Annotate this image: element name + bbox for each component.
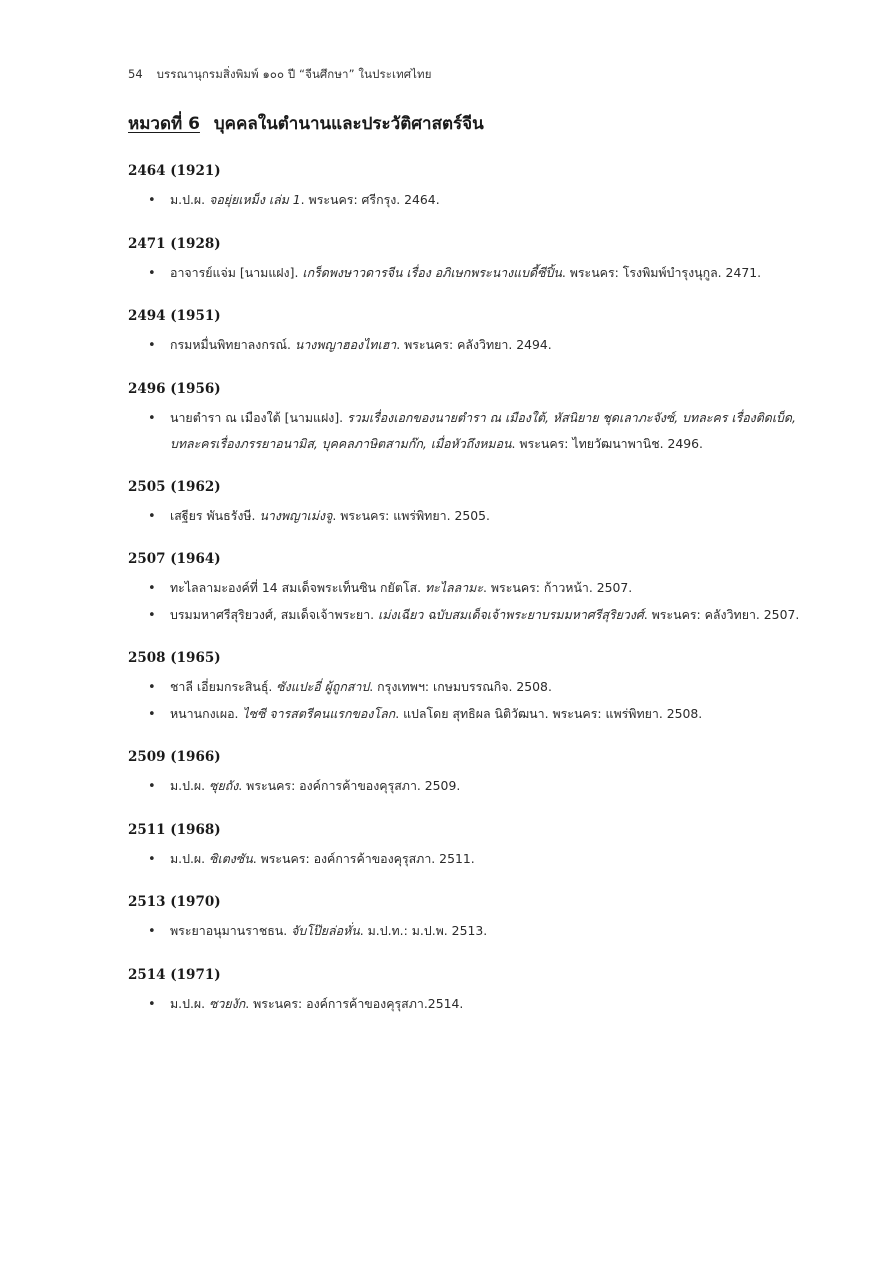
bullet-icon: •: [148, 706, 156, 722]
chapter-number: หมวดที่ 6: [128, 114, 200, 134]
entry-publication: . พระนคร: ก้าวหน้า. 2507.: [483, 580, 633, 595]
year-section: [128, 892, 812, 945]
bibliography-entry: [128, 405, 812, 457]
bullet-icon: •: [148, 410, 156, 426]
bibliography-entry: [128, 674, 812, 701]
entry-author: ม.ป.ผ.: [170, 850, 210, 866]
year-section: [128, 477, 812, 530]
year-heading: 2514 (1971): [128, 966, 221, 983]
year-heading: 2507 (1964): [128, 551, 221, 567]
entry-author: กรมหมื่นพิทยาลงกรณ์.: [170, 337, 295, 352]
year-section: [128, 234, 812, 287]
bullet-icon: •: [148, 193, 156, 208]
bibliography-entry: [128, 503, 812, 530]
year-section: [128, 648, 812, 727]
bibliography-entry: [128, 602, 812, 629]
entry-publication: . พระนคร: คลังวิทยา. 2494.: [396, 337, 552, 352]
entry-publication: . ม.ป.ท.: ม.ป.พ. 2513.: [359, 923, 488, 938]
running-head: [128, 66, 812, 84]
bibliography-entry: [128, 575, 812, 602]
entry-publication: . พระนคร: ศรีกรุง. 2464.: [300, 192, 440, 207]
bullet-icon: •: [148, 924, 156, 939]
bullet-icon: •: [148, 680, 156, 695]
entry-author: นายตำรา ณ เมืองใต้ [นามแฝง].: [170, 409, 348, 425]
bibliography-entry: [128, 846, 812, 873]
entry-author: ม.ป.ผ.: [170, 192, 210, 207]
page-number: 54: [128, 67, 143, 81]
chapter-title: บุคคลในตำนานและประวัติศาสตร์จีน: [213, 114, 484, 134]
entry-title: ซวยงัก: [209, 995, 246, 1011]
year-section: [128, 965, 812, 1018]
bullet-icon: •: [148, 581, 156, 596]
year-section: [128, 306, 812, 359]
bibliography-entry: [128, 260, 812, 287]
year-heading: 2494 (1951): [128, 308, 221, 324]
entry-title: เม่งเฉียว ฉบับสมเด็จเจ้าพระยาบรมมหาศรีสุริยวงศ์: [378, 606, 644, 622]
bullet-icon: •: [148, 851, 156, 867]
entry-publication: . พระนคร: แพร่พิทยา. 2505.: [332, 507, 490, 523]
entry-title: เกร็ดพงษาวดารจีน เรื่อง อภิเษกพระนางแบดี้ซีปิ้น: [302, 264, 562, 280]
bibliography-entry: [128, 187, 812, 214]
entry-title: ทะไลลามะ: [424, 580, 483, 595]
entry-title: จับโป๊ยล่อหั่น: [291, 923, 360, 938]
year-section: [128, 549, 812, 628]
bullet-icon: •: [148, 779, 156, 794]
entry-author: หนานกงเผอ.: [170, 705, 243, 721]
year-heading: 2464 (1921): [128, 163, 221, 179]
year-heading: 2513 (1970): [128, 894, 221, 910]
bibliography-entry: [128, 918, 812, 945]
year-heading: 2511 (1968): [128, 821, 221, 838]
entry-publication: . พระนคร: คลังวิทยา. 2507.: [643, 606, 800, 622]
bullet-icon: •: [148, 265, 156, 281]
entry-publication: . พระนคร: องค์การค้าของคุรุสภา. 2511.: [252, 850, 475, 866]
year-heading: 2496 (1956): [128, 380, 221, 397]
chapter-heading: [128, 110, 812, 137]
entry-title: นางพญาเม่งจู: [259, 507, 333, 523]
entry-publication: . พระนคร: องค์การค้าของคุรุสภา.2514.: [245, 995, 464, 1011]
bibliography-entry: [128, 773, 812, 800]
year-heading: 2508 (1965): [128, 650, 221, 666]
bibliography-entry: [128, 701, 812, 728]
entry-title: ซุยถัง: [209, 778, 239, 793]
entry-publication: . กรุงเทพฯ: เกษมบรรณกิจ. 2508.: [369, 679, 552, 694]
entry-author: ทะไลลามะองค์ที่ 14 สมเด็จพระเท็นซิน กยัตโส.: [170, 580, 425, 595]
year-heading: 2509 (1966): [128, 749, 221, 765]
entry-title: ไซซี จารสตรีคนแรกของโลก: [242, 705, 396, 721]
year-section: [128, 379, 812, 457]
bullet-icon: •: [148, 338, 156, 353]
entry-publication: . พระนคร: องค์การค้าของคุรุสภา. 2509.: [238, 778, 461, 793]
entry-author: บรมมหาศรีสุริยวงศ์, สมเด็จเจ้าพระยา.: [170, 606, 379, 622]
entry-author: ม.ป.ผ.: [170, 995, 210, 1011]
bibliography-list: [128, 161, 812, 1017]
entry-title: ซิเตงซัน: [209, 850, 253, 866]
entry-publication: . พระนคร: โรงพิมพ์บำรุงนุกูล. 2471.: [561, 264, 762, 280]
year-section: [128, 820, 812, 873]
entry-author: ชาลี เอี่ยมกระสินธุ์.: [170, 679, 277, 694]
entry-title: รวมเรื่องเอกของนายตำรา ณ เมืองใต้, หัสนิยาย ชุดเลาภะจังซ์, บทละคร เรื่องติดเบ็ด, บทละครเรื่องภรรยาอนามิส, บุคคลภาษิตสามก๊ก, เมื่อหัวถึงหมอน: [170, 409, 796, 451]
entry-publication: . แปลโดย สุทธิผล นิติวัฒนา. พระนคร: แพร่พิทยา. 2508.: [395, 705, 703, 721]
year-heading: 2471 (1928): [128, 235, 221, 252]
year-heading: 2505 (1962): [128, 478, 221, 495]
entry-title: นางพญาฮองไทเฮา: [294, 337, 397, 352]
bullet-icon: •: [148, 607, 156, 623]
entry-title: จอยุ่ยเหม็ง เล่ม 1: [209, 192, 301, 207]
year-section: [128, 747, 812, 800]
bullet-icon: •: [148, 508, 156, 524]
entry-publication: . พระนคร: ไทยวัฒนาพานิช. 2496.: [511, 436, 703, 451]
entry-author: พระยาอนุมานราชธน.: [170, 923, 292, 938]
bibliography-entry: [128, 332, 812, 359]
book-title: บรรณานุกรมสิ่งพิมพ์ ๑๐๐ ปี “จีนศึกษา” ในประเทศไทย: [156, 67, 432, 81]
entry-author: เสฐียร พันธรังษี.: [170, 507, 260, 523]
bullet-icon: •: [148, 996, 156, 1012]
entry-author: ม.ป.ผ.: [170, 778, 210, 793]
bibliography-entry: [128, 991, 812, 1018]
year-section: [128, 161, 812, 214]
entry-author: อาจารย์แจ่ม [นามแฝง].: [170, 264, 303, 280]
entry-title: ซังแปะอี่ ผู้ถูกสาป: [276, 679, 370, 694]
